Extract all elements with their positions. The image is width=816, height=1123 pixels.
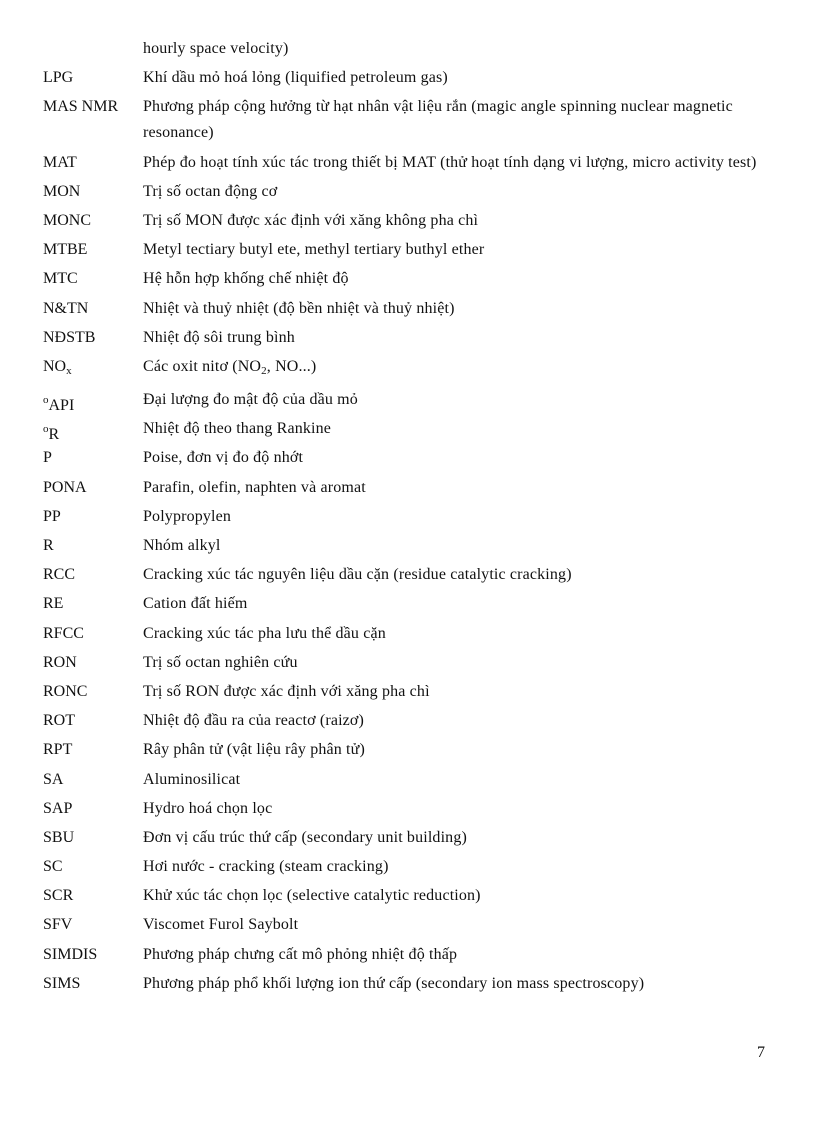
definition: Phương pháp chưng cất mô phỏng nhiệt độ thấp	[143, 945, 458, 963]
entry-ronc	[0, 679, 816, 708]
entry-sbu	[0, 825, 816, 854]
abbreviation: PONA	[43, 478, 87, 496]
abbreviation: N&TN	[43, 299, 89, 317]
entry-simdis	[0, 942, 816, 971]
abbreviation: RE	[43, 595, 64, 613]
entry-mon	[0, 179, 816, 208]
abbreviation	[43, 354, 72, 384]
abbreviation-main: API	[48, 397, 75, 415]
entry-mtc	[0, 266, 816, 295]
abbreviation: MTC	[43, 270, 78, 288]
definition: Cracking xúc tác pha lưu thể dầu cặn	[143, 624, 386, 642]
definition: Trị số RON được xác định với xăng pha chì	[143, 682, 430, 700]
abbreviation-main: NO	[43, 357, 67, 375]
entry-r	[0, 533, 816, 562]
definition: Phương pháp phổ khối lượng ion thứ cấp (secondary ion mass spectroscopy)	[143, 974, 645, 992]
definition: Aluminosilicat	[143, 770, 241, 788]
abbreviation-subscript: x	[66, 364, 72, 377]
definition: Hệ hỗn hợp khống chế nhiệt độ	[143, 270, 349, 288]
entry-mas-nmr	[0, 94, 816, 149]
entry-lpg	[0, 65, 816, 94]
abbreviation: SC	[43, 858, 63, 876]
definition: Nhóm alkyl	[143, 537, 221, 554]
entry-rpt	[0, 737, 816, 766]
definition: Rây phân tử (vật liệu rây phân tử)	[143, 741, 365, 759]
entry-ron	[0, 650, 816, 679]
entry-scr	[0, 883, 816, 912]
abbreviation-list	[0, 36, 816, 1000]
abbreviation: MTBE	[43, 241, 88, 259]
abbreviation: RONC	[43, 682, 88, 700]
abbreviation-main: R	[48, 426, 60, 444]
continuation-text: hourly space velocity)	[143, 40, 289, 57]
definition-post: , NO...)	[266, 357, 317, 375]
entry-sc	[0, 854, 816, 883]
degree-superscript: o	[43, 423, 49, 436]
definition: Viscomet Furol Saybolt	[143, 916, 299, 934]
abbreviation	[43, 387, 74, 419]
definition: Trị số MON được xác định với xăng không pha chì	[143, 211, 479, 229]
definition: Khí dầu mỏ hoá lỏng (liquified petroleum gas)	[143, 69, 448, 87]
entry-mat	[0, 150, 816, 179]
definition	[143, 354, 783, 387]
abbreviation: R	[43, 537, 54, 554]
entry-monc	[0, 208, 816, 237]
degree-superscript: o	[43, 394, 49, 407]
definition: Nhiệt độ đầu ra của reactơ (raizơ)	[143, 712, 365, 730]
entry-pona	[0, 475, 816, 504]
abbreviation: SAP	[43, 799, 73, 817]
definition: Parafin, olefin, naphten và aromat	[143, 478, 366, 496]
entry-n-tn	[0, 296, 816, 325]
abbreviation: MAT	[43, 153, 77, 171]
definition: Cracking xúc tác nguyên liệu dầu cặn (residue catalytic cracking)	[143, 566, 572, 584]
definition: Khử xúc tác chọn lọc (selective catalytic reduction)	[143, 887, 481, 905]
definition: Hơi nước - cracking (steam cracking)	[143, 858, 389, 876]
abbreviation: SA	[43, 770, 64, 788]
abbreviation: MAS NMR	[43, 98, 119, 116]
entry-sa	[0, 767, 816, 796]
abbreviation: MON	[43, 182, 81, 200]
definition-pre: Các oxit nitơ (NO	[143, 357, 262, 375]
definition: Poise, đơn vị đo độ nhớt	[143, 449, 304, 467]
entry-nox	[0, 354, 816, 387]
definition: Polypropylen	[143, 507, 232, 525]
entry-re	[0, 591, 816, 620]
entry-sap	[0, 796, 816, 825]
definition: Phương pháp cộng hưởng từ hạt nhân vật liệu rắn (magic angle spinning nuclear magnetic resonance)	[143, 98, 733, 142]
definition-subscript: 2	[261, 364, 267, 377]
abbreviation: SIMDIS	[43, 945, 98, 963]
definition: Metyl tectiary butyl ete, methyl tertiary buthyl ether	[143, 241, 485, 259]
entry-rankine	[0, 416, 816, 445]
definition: Nhiệt và thuỷ nhiệt (độ bền nhiệt và thuỷ nhiệt)	[143, 299, 455, 317]
abbreviation: ROT	[43, 712, 75, 730]
definition: Nhiệt độ theo thang Rankine	[143, 420, 332, 438]
entry-pp	[0, 504, 816, 533]
abbreviation: RON	[43, 653, 77, 671]
continuation-entry	[0, 36, 816, 65]
abbreviation: SCR	[43, 887, 74, 905]
definition: Cation đất hiếm	[143, 595, 248, 613]
abbreviation	[43, 416, 59, 448]
definition: Trị số octan nghiên cứu	[143, 653, 298, 671]
abbreviation: RFCC	[43, 624, 84, 642]
entry-rfcc	[0, 621, 816, 650]
abbreviation: PP	[43, 507, 61, 525]
abbreviation: NĐSTB	[43, 328, 96, 346]
abbreviation: RPT	[43, 741, 73, 759]
entry-ndstb	[0, 325, 816, 354]
abbreviation: SIMS	[43, 974, 81, 992]
entry-sfv	[0, 912, 816, 941]
definition: Đại lượng đo mật độ của dầu mỏ	[143, 391, 358, 409]
page-number: 7	[757, 1044, 765, 1061]
definition: Đơn vị cấu trúc thứ cấp (secondary unit building)	[143, 828, 467, 846]
abbreviation: RCC	[43, 566, 76, 584]
entry-mtbe	[0, 237, 816, 266]
entry-api	[0, 387, 816, 416]
definition: Phép đo hoạt tính xúc tác trong thiết bị MAT (thử hoạt tính dạng vi lượng, micro activity test)	[143, 153, 757, 171]
abbreviation: LPG	[43, 69, 74, 87]
entry-sims	[0, 971, 816, 1000]
definition: Hydro hoá chọn lọc	[143, 799, 273, 817]
entry-p	[0, 445, 816, 474]
definition: Trị số octan động cơ	[143, 182, 278, 200]
abbreviation: SFV	[43, 916, 73, 934]
entry-rot	[0, 708, 816, 737]
definition: Nhiệt độ sôi trung bình	[143, 328, 295, 346]
entry-rcc	[0, 562, 816, 591]
abbreviation: P	[43, 449, 52, 467]
abbreviation: SBU	[43, 828, 75, 846]
abbreviation: MONC	[43, 211, 92, 229]
